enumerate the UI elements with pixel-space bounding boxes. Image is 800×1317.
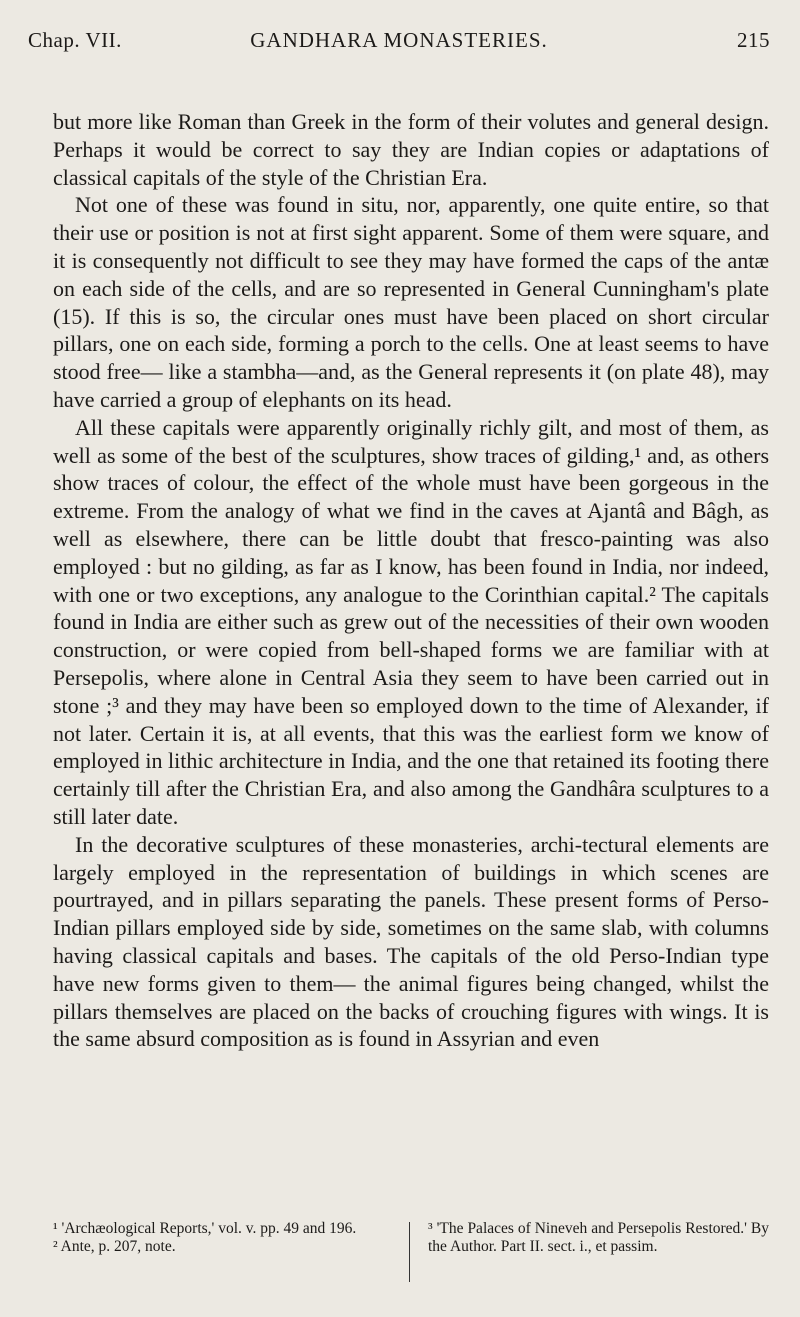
running-title: GANDHARA MONASTERIES. <box>250 28 548 52</box>
paragraph-4: In the decorative sculptures of these monasteries, archi-tectural elements are largely employed in the representation of buildings in which scenes are pourtrayed, and in pillars separating the panels. These present forms of Perso-Indian pillars employed side by side, sometimes on the same slab, with columns having classical capitals and bases. The capitals of the old Perso-Indian type have new forms given to them— the animal figures being changed, whilst the pillars themselves are placed on the backs of crouching figures with wings. It is the same absurd composition as is found in Assyrian and even <box>53 831 769 1052</box>
footnote-divider <box>409 1222 410 1282</box>
paragraph-1: but more like Roman than Greek in the form of their volutes and general design. Perhaps it would be correct to say they are Indian copies or adaptations of classical capitals of the style of the Christian Era. <box>53 109 769 190</box>
footnotes-left-column <box>53 1220 393 1256</box>
running-head <box>28 20 770 60</box>
body-text <box>53 108 769 1053</box>
footnotes-right-column <box>428 1220 769 1256</box>
footnote-1: ¹ 'Archæological Reports,' vol. v. pp. 49 and 196. <box>53 1220 357 1237</box>
footnote-2: ² Ante, p. 207, note. <box>53 1238 176 1255</box>
paragraph-3: All these capitals were apparently originally richly gilt, and most of them, as well as some of the best of the sculptures, show traces of gilding,¹ and, as others show traces of colour, the effect of the whole must have been gorgeous in the extreme. From the analogy of what we find in the caves at Ajantâ and Bâgh, as well as elsewhere, there can be little doubt that fresco-painting was also employed : but no gilding, as far as I know, has been found in India, nor indeed, with one or two exceptions, any analogue to the Corinthian capital.² The capitals found in India are either such as grew out of the necessities of their own wooden construction, or were copied from bell-shaped forms we are familiar with at Persepolis, where alone in Central Asia they seem to have been carried out in stone ;³ and they may have been so employed down to the time of Alexander, if not later. Certain it is, at all events, that this was the earliest form we know of employed in lithic architecture in India, and the one that retained its footing there certainly till after the Christian Era, and also among the Gandhâra sculptures to a still later date. <box>53 414 769 829</box>
footnotes <box>53 1220 769 1300</box>
footnote-3: ³ 'The Palaces of Nineveh and Persepolis Restored.' By the Author. Part II. sect. i., et passim. <box>428 1220 769 1255</box>
chapter-label: Chap. VII. <box>28 28 122 52</box>
paragraph-2: Not one of these was found in situ, nor, apparently, one quite entire, so that their use or position is not at first sight apparent. Some of them were square, and it is consequently not difficult to see they may have formed the caps of the antæ on each side of the cells, and are so represented in General Cunningham's plate (15). If this is so, the circular ones must have been placed on short circular pillars, one on each side, forming a porch to the cells. One at least seems to have stood free— like a stambha—and, as the General represents it (on plate 48), may have carried a group of elephants on its head. <box>53 192 769 412</box>
page-number: 215 <box>737 28 770 52</box>
